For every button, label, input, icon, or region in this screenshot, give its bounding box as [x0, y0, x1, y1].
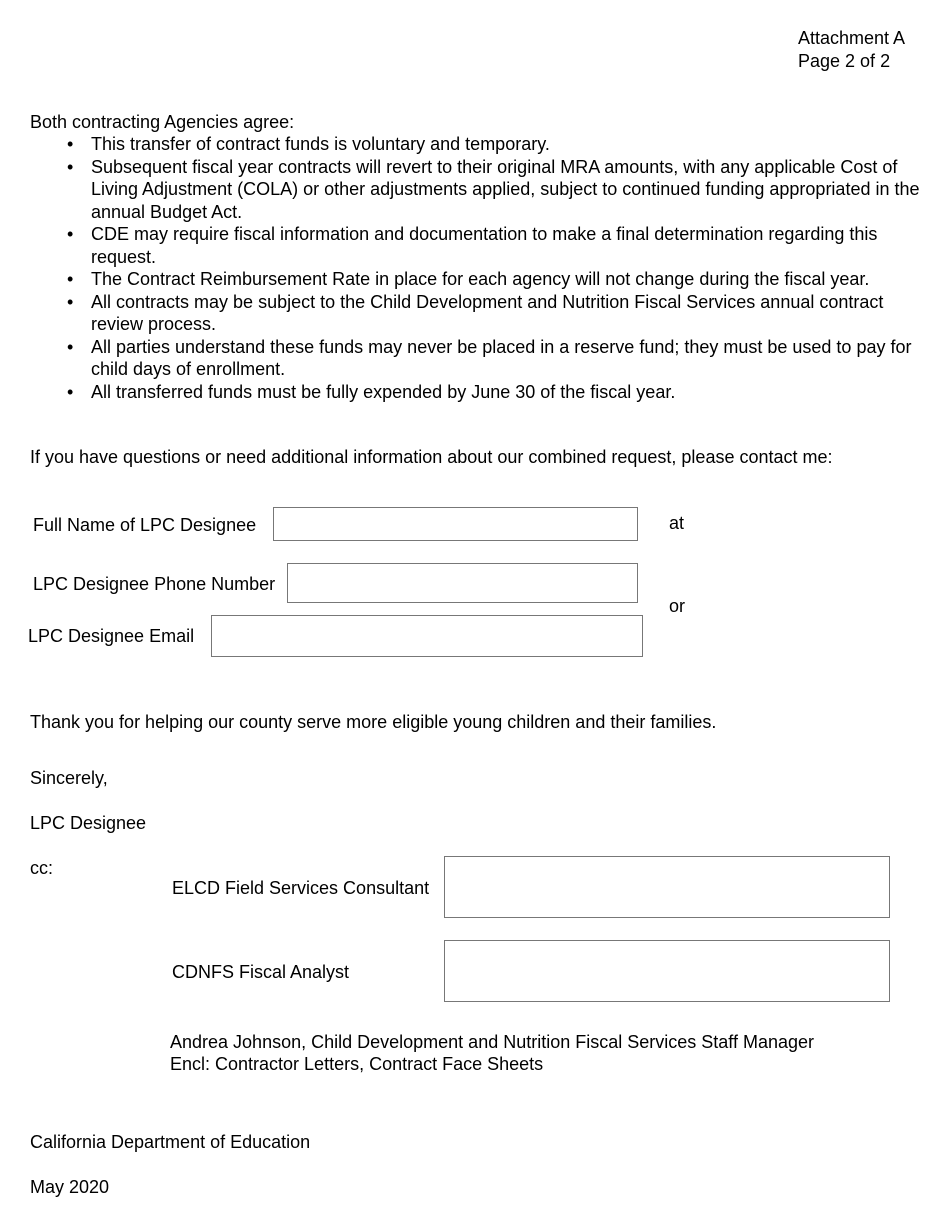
- list-item: • All contracts may be subject to the Child Development and Nutrition Fiscal Services annual contract review process.: [67, 291, 884, 334]
- page-number: Page 2 of 2: [798, 51, 891, 71]
- bullet-icon: •: [67, 336, 74, 357]
- footer-date: May 2020: [30, 1177, 110, 1197]
- agreement-list: [67, 133, 926, 403]
- cc-label: cc:: [30, 858, 54, 878]
- phone-field[interactable]: [287, 563, 638, 603]
- bullet-icon: •: [67, 224, 74, 244]
- bullet-icon: •: [67, 134, 74, 154]
- manager-text: Andrea Johnson, Child Development and Nutrition Fiscal Services Staff Manager: [170, 1032, 815, 1052]
- consultant-field[interactable]: [444, 856, 890, 918]
- contact-prompt: If you have questions or need additional information about our combined request, please contact me:: [30, 447, 833, 467]
- email-label: LPC Designee Email: [28, 626, 195, 646]
- thanks-text: Thank you for helping our county serve more eligible young children and their families.: [30, 712, 717, 732]
- bullet-icon: •: [67, 381, 74, 402]
- analyst-label: CDNFS Fiscal Analyst: [172, 962, 350, 982]
- name-label: Full Name of LPC Designee: [33, 515, 257, 535]
- bullet-icon: •: [67, 156, 74, 177]
- email-field[interactable]: [211, 615, 643, 657]
- footer-org: California Department of Education: [30, 1132, 311, 1152]
- phone-label: LPC Designee Phone Number: [33, 574, 276, 594]
- enclosures-text: Encl: Contractor Letters, Contract Face Sheets: [170, 1054, 544, 1074]
- list-item: • The Contract Reimbursement Rate in place for each agency will not change during the fiscal year.: [67, 269, 870, 289]
- list-item: • All parties understand these funds may never be placed in a reserve fund; they must be used to pay for child days of enrollment.: [67, 336, 912, 379]
- list-item: • This transfer of contract funds is voluntary and temporary.: [67, 134, 550, 154]
- analyst-field[interactable]: [444, 940, 890, 1002]
- bullet-icon: •: [67, 269, 74, 289]
- at-text: at: [669, 513, 685, 533]
- list-item: • CDE may require fiscal information and documentation to make a final determination regarding this request.: [67, 224, 878, 267]
- or-text: or: [669, 596, 686, 616]
- attachment-label: Attachment A: [798, 28, 906, 48]
- consultant-label: ELCD Field Services Consultant: [172, 878, 430, 898]
- list-item: • All transferred funds must be fully expended by June 30 of the fiscal year.: [67, 381, 676, 402]
- bullet-icon: •: [67, 291, 74, 312]
- intro-text: Both contracting Agencies agree:: [30, 112, 295, 132]
- signer-text: LPC Designee: [30, 813, 147, 833]
- name-field[interactable]: [273, 507, 638, 541]
- closing-text: Sincerely,: [30, 768, 108, 788]
- list-item: • Subsequent fiscal year contracts will revert to their original MRA amounts, with any applicable Cost of Living Adjustment (COLA) or other adjustments applied, subject to continued funding appropriated in the annual Budget Act.: [67, 156, 920, 222]
